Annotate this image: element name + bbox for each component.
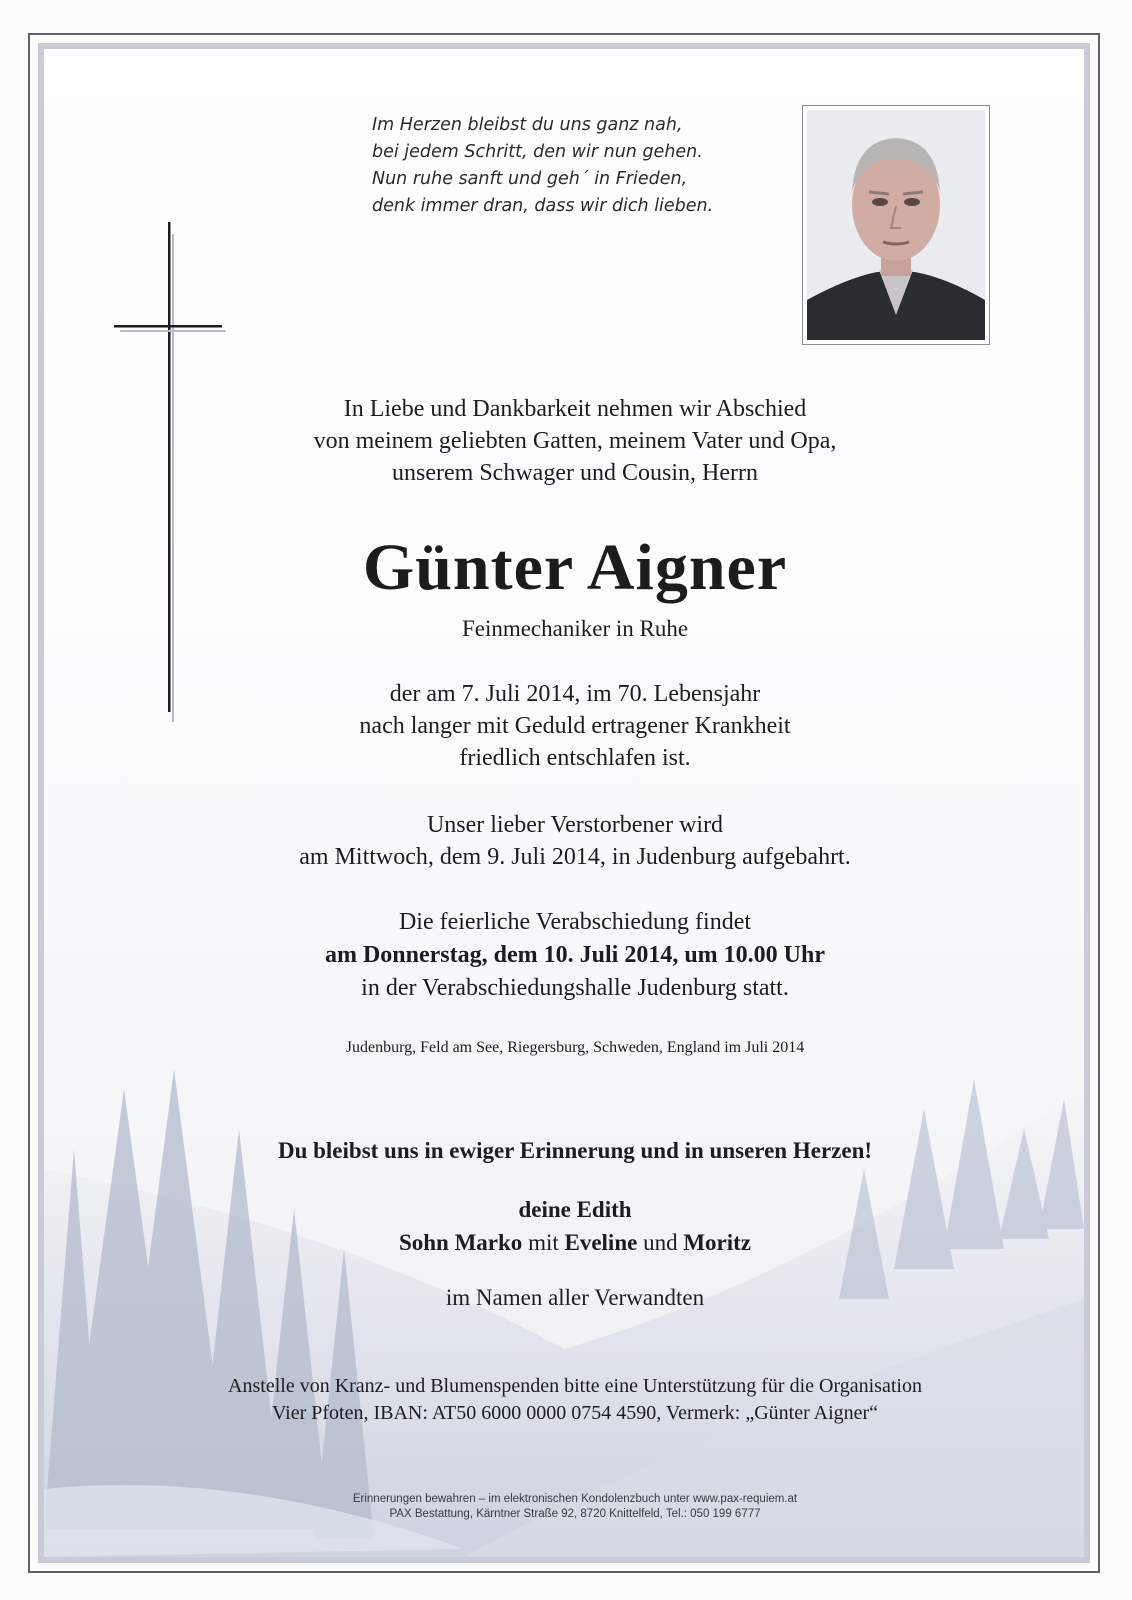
intro-line: von meinem geliebten Gatten, meinem Vater und Opa, [313,428,837,454]
places-and-date: Judenburg, Feld am See, Riegersburg, Schweden, England im Juli 2014 [345,1039,805,1056]
profession: Feinmechaniker in Ruhe [461,616,689,641]
family-line: deine Edith [518,1197,632,1222]
footer-line: Erinnerungen bewahren – im elektronischen Kondolenzbuch unter www.pax-requiem.at [352,1493,798,1505]
death-line: nach langer mit Geduld ertragener Krankheit [359,713,791,739]
family-son: Sohn Marko [398,1230,523,1255]
death-notice [150,678,1000,774]
poem-line: Nun ruhe sanft und geh´ in Frieden, [372,169,688,189]
ceremony-line: in der Verabschiedungshalle Judenburg statt. [361,975,789,1001]
donation-request [150,1373,1000,1427]
ceremony-line: Die feierliche Verabschiedung findet [398,909,752,935]
intro-line: unserem Schwager und Cousin, Herrn [392,460,758,486]
memory-statement: Du bleibst uns in ewiger Erinnerung und in unseren Herzen! [277,1138,873,1163]
family-eveline: Eveline [564,1230,638,1255]
deceased-name: Günter Aigner [362,531,788,604]
donation-line: Anstelle von Kranz- und Blumenspenden bitte eine Unterstützung für die Organisation [228,1375,922,1397]
relatives-note: im Namen aller Verwandten [445,1285,705,1310]
footer [150,1492,1000,1522]
poem-line: Im Herzen bleibst du uns ganz nah, [372,115,683,135]
farewell-intro [150,393,1000,489]
wake-line: am Mittwoch, dem 9. Juli 2014, in Judenburg aufgebahrt. [299,844,851,870]
poem-line: bei jedem Schritt, den wir nun gehen. [372,142,703,162]
family-connector: und [637,1230,684,1255]
portrait-photo [807,110,985,340]
donation-line: Vier Pfoten, IBAN: AT50 6000 0000 0754 4590, Vermerk: „Günter Aigner“ [271,1402,879,1424]
family-signatures [150,1193,1000,1259]
portrait-photo-frame [802,105,990,345]
family-connector: mit [522,1230,565,1255]
wake-notice [150,809,1000,873]
ceremony-notice [150,906,1000,1005]
poem-line: denk immer dran, dass wir dich lieben. [372,196,714,216]
wake-line: Unser lieber Verstorbener wird [426,812,724,838]
intro-line: In Liebe und Dankbarkeit nehmen wir Abschied [343,396,807,422]
family-moritz: Moritz [683,1230,752,1255]
death-line: friedlich entschlafen ist. [459,745,691,771]
poem [372,112,772,220]
footer-line: PAX Bestattung, Kärntner Straße 92, 8720 Knittelfeld, Tel.: 050 199 6777 [389,1508,761,1520]
death-line: der am 7. Juli 2014, im 70. Lebensjahr [389,681,761,707]
ceremony-date: am Donnerstag, dem 10. Juli 2014, um 10.00 Uhr [324,942,825,968]
